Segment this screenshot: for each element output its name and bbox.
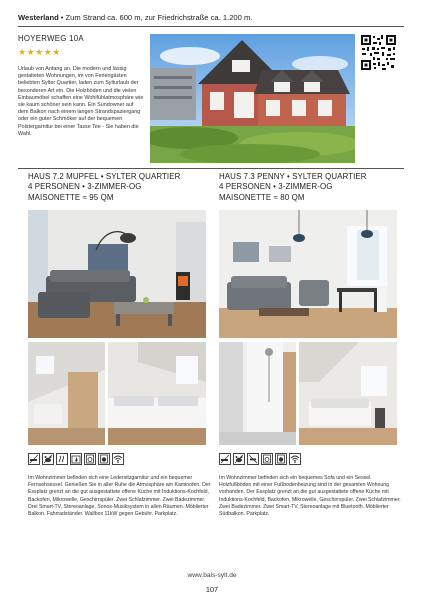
unit-2-title-line-2: 4 PERSONEN • 3-ZIMMER-OG [219,182,333,192]
no-pets-icon [233,453,245,465]
unit-2-title-line-3: MAISONETTE ≈ 80 QM [219,192,305,202]
house-exterior-photo [150,34,355,163]
unit-1-title-line-1: HAUS 7.2 MUPFEL • SYLTER QUARTIER [28,172,181,181]
property-name: HOYERWEG 10A [18,34,84,43]
unit-2-bathroom-photo [219,342,296,445]
dryer-icon [98,453,110,465]
qr-code[interactable] [360,34,397,71]
unit-2-title [219,172,409,203]
sauna-icon [56,453,68,465]
washing-machine-icon [84,453,96,465]
unit-1-amenity-icons [28,453,124,465]
wifi-icon [289,453,301,465]
unit-1-description: Im Wohnzimmer befinden sich eine Ledersitzgarnitur und ein bequemer Fernsehsessel. Genießen Sie in aller Ruhe die Atmosphäre am Kaminofen. Der Essplatz grenzt an die gut ausgestattete offene Küche mit Induktions-Kochfeld, Backofen, Mikrowelle, Geschirrspüler. Zwei Schlafzimmer. Zwei Badezimmer. Drei Smart-TV, Stereoanlage, Sonos-Musiksystem in allen Räumen. Möblierter Balkon. Fahrradständer. Wallbox 11kW gegen Gebühr. Parkplatz. [28,475,211,518]
unit-1-living-room-photo [28,210,206,338]
section-rule [18,168,404,169]
page-number: 107 [205,585,219,594]
unit-1-bathroom-photo [28,342,105,445]
wifi-icon [112,453,124,465]
property-intro: Urlaub von Anfang an. Die modern und lässig gestalteten Wohnungen, im von Feriengästen beliebten Sylter Quartier, laden zum Sylturlaub der besonderen Art ein. Die Holzböden und die vielen Einbaumöbel schaffen eine Wohlfühlatmosphäre wie sie kaum schöner sein kann. Ein Sundowner auf dem Balkon nach einem langen Strandspaziergang oder ein guter Schmöker auf der bequemen Polstergarnitur bei einer Tasse Tee - Sie haben die Wahl. [18,66,144,137]
unit-2-title-line-1: HAUS 7.3 PENNY • SYLTER QUARTIER [219,172,367,181]
washing-machine-icon [261,453,273,465]
page-header: Westerland • Zum Strand ca. 600 m, zur Friedrichstraße ca. 1.200 m. [18,13,253,22]
dryer-icon [275,453,287,465]
rating-stars: ★★★★★ [18,47,61,57]
unit-1-title [28,172,208,203]
unit-2-bedroom-photo [299,342,397,445]
unit-2-description: Im Wohnzimmer befinden sich ein bequemes Sofa und ein Sessel. Holzfußböden mit einer Fußbodenheizung sind in der gesamten Wohnung vorhanden. Der Essplatz grenzt an die gut ausgestattete offene Küche mit Induktions-Kochfeld, Backofen, Mikrowelle, Geschirrspüler. Zwei Schlafzimmer. Zwei Badezimmer. Zwei Smart-TV, Stereoanlage mit Bluetooth. Möblierter Südbalkon. Parkplatz. [219,475,401,518]
no-smoking-icon [247,453,259,465]
location-distance: Zum Strand ca. 600 m, zur Friedrichstraße ca. 1.200 m. [65,13,253,22]
footer-website[interactable]: www.bals-sylt.de [187,572,237,579]
location-title: Westerland [18,13,59,22]
unit-1-title-line-2: 4 PERSONEN • 3-ZIMMER-OG [28,182,142,192]
fireplace-icon [70,453,82,465]
unit-1-bedroom-photo [108,342,206,445]
unit-2-living-room-photo [219,210,397,338]
non-smoking-icon [219,453,231,465]
header-rule [18,26,404,27]
unit-2-amenity-icons [219,453,301,465]
non-smoking-icon [28,453,40,465]
unit-1-title-line-3: MAISONETTE ≈ 95 QM [28,192,114,202]
no-pets-icon [42,453,54,465]
